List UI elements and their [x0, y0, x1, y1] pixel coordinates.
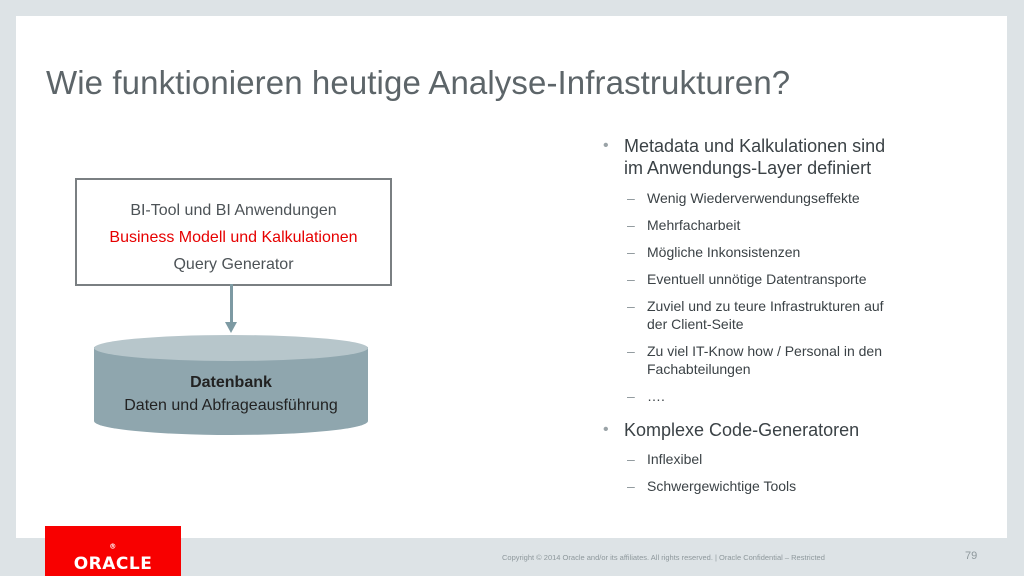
database-subtitle: Daten und Abfrageausführung [124, 397, 338, 414]
slide-title: Wie funktionieren heutige Analyse-Infrastrukturen? [46, 64, 791, 101]
cylinder-top [94, 335, 368, 361]
dash-icon: – [627, 343, 635, 359]
oracle-logo [45, 526, 181, 576]
arrow-head-icon [225, 322, 237, 333]
bullet-text: Metadata und Kalkulationen sind [624, 136, 886, 156]
sub-bullet-text: Inflexibel [647, 451, 703, 467]
sub-bullet-text: der Client-Seite [647, 316, 744, 332]
bullet-dot-icon: • [603, 421, 609, 438]
dash-icon: – [627, 478, 635, 494]
sub-bullet-text: Mögliche Inkonsistenzen [647, 244, 801, 260]
dash-icon: – [627, 244, 635, 260]
bullet-text: Komplexe Code-Generatoren [624, 420, 860, 440]
dash-icon: – [627, 217, 635, 233]
query-generator-label: Query Generator [173, 256, 294, 273]
database-title: Datenbank [190, 374, 272, 391]
page-number: 79 [965, 550, 978, 562]
bi-tool-label: BI-Tool und BI Anwendungen [130, 202, 337, 219]
sub-bullet-text: Eventuell unnötige Datentransporte [647, 271, 867, 287]
sub-bullet-text: Mehrfacharbeit [647, 217, 741, 233]
database-cylinder [94, 333, 368, 435]
sub-bullet-text: Wenig Wiederverwendungseffekte [647, 190, 860, 206]
sub-bullet-text: Zuviel und zu teure Infrastrukturen auf [647, 298, 884, 314]
connector-arrow [230, 284, 233, 326]
bullet-dot-icon: • [603, 137, 609, 154]
dash-icon: – [627, 190, 635, 206]
bi-tool-box [75, 178, 392, 286]
copyright-notice: Copyright © 2014 Oracle and/or its affiliates. All rights reserved. | Oracle Confidential – Restricted [502, 553, 825, 562]
sub-bullet-text: Schwergewichtige Tools [647, 478, 797, 494]
logo-registered-mark: ® [109, 542, 117, 551]
bullet-text: im Anwendungs-Layer definiert [624, 158, 872, 178]
dash-icon: – [627, 388, 635, 404]
sub-bullet-text: Fachabteilungen [647, 361, 751, 377]
logo-text: ORACLE [73, 554, 153, 574]
sub-bullet-text: …. [647, 388, 665, 404]
dash-icon: – [627, 298, 635, 314]
dash-icon: – [627, 271, 635, 287]
business-model-label: Business Modell und Kalkulationen [109, 229, 358, 246]
sub-bullet-text: Zu viel IT-Know how / Personal in den [647, 343, 883, 359]
dash-icon: – [627, 451, 635, 467]
